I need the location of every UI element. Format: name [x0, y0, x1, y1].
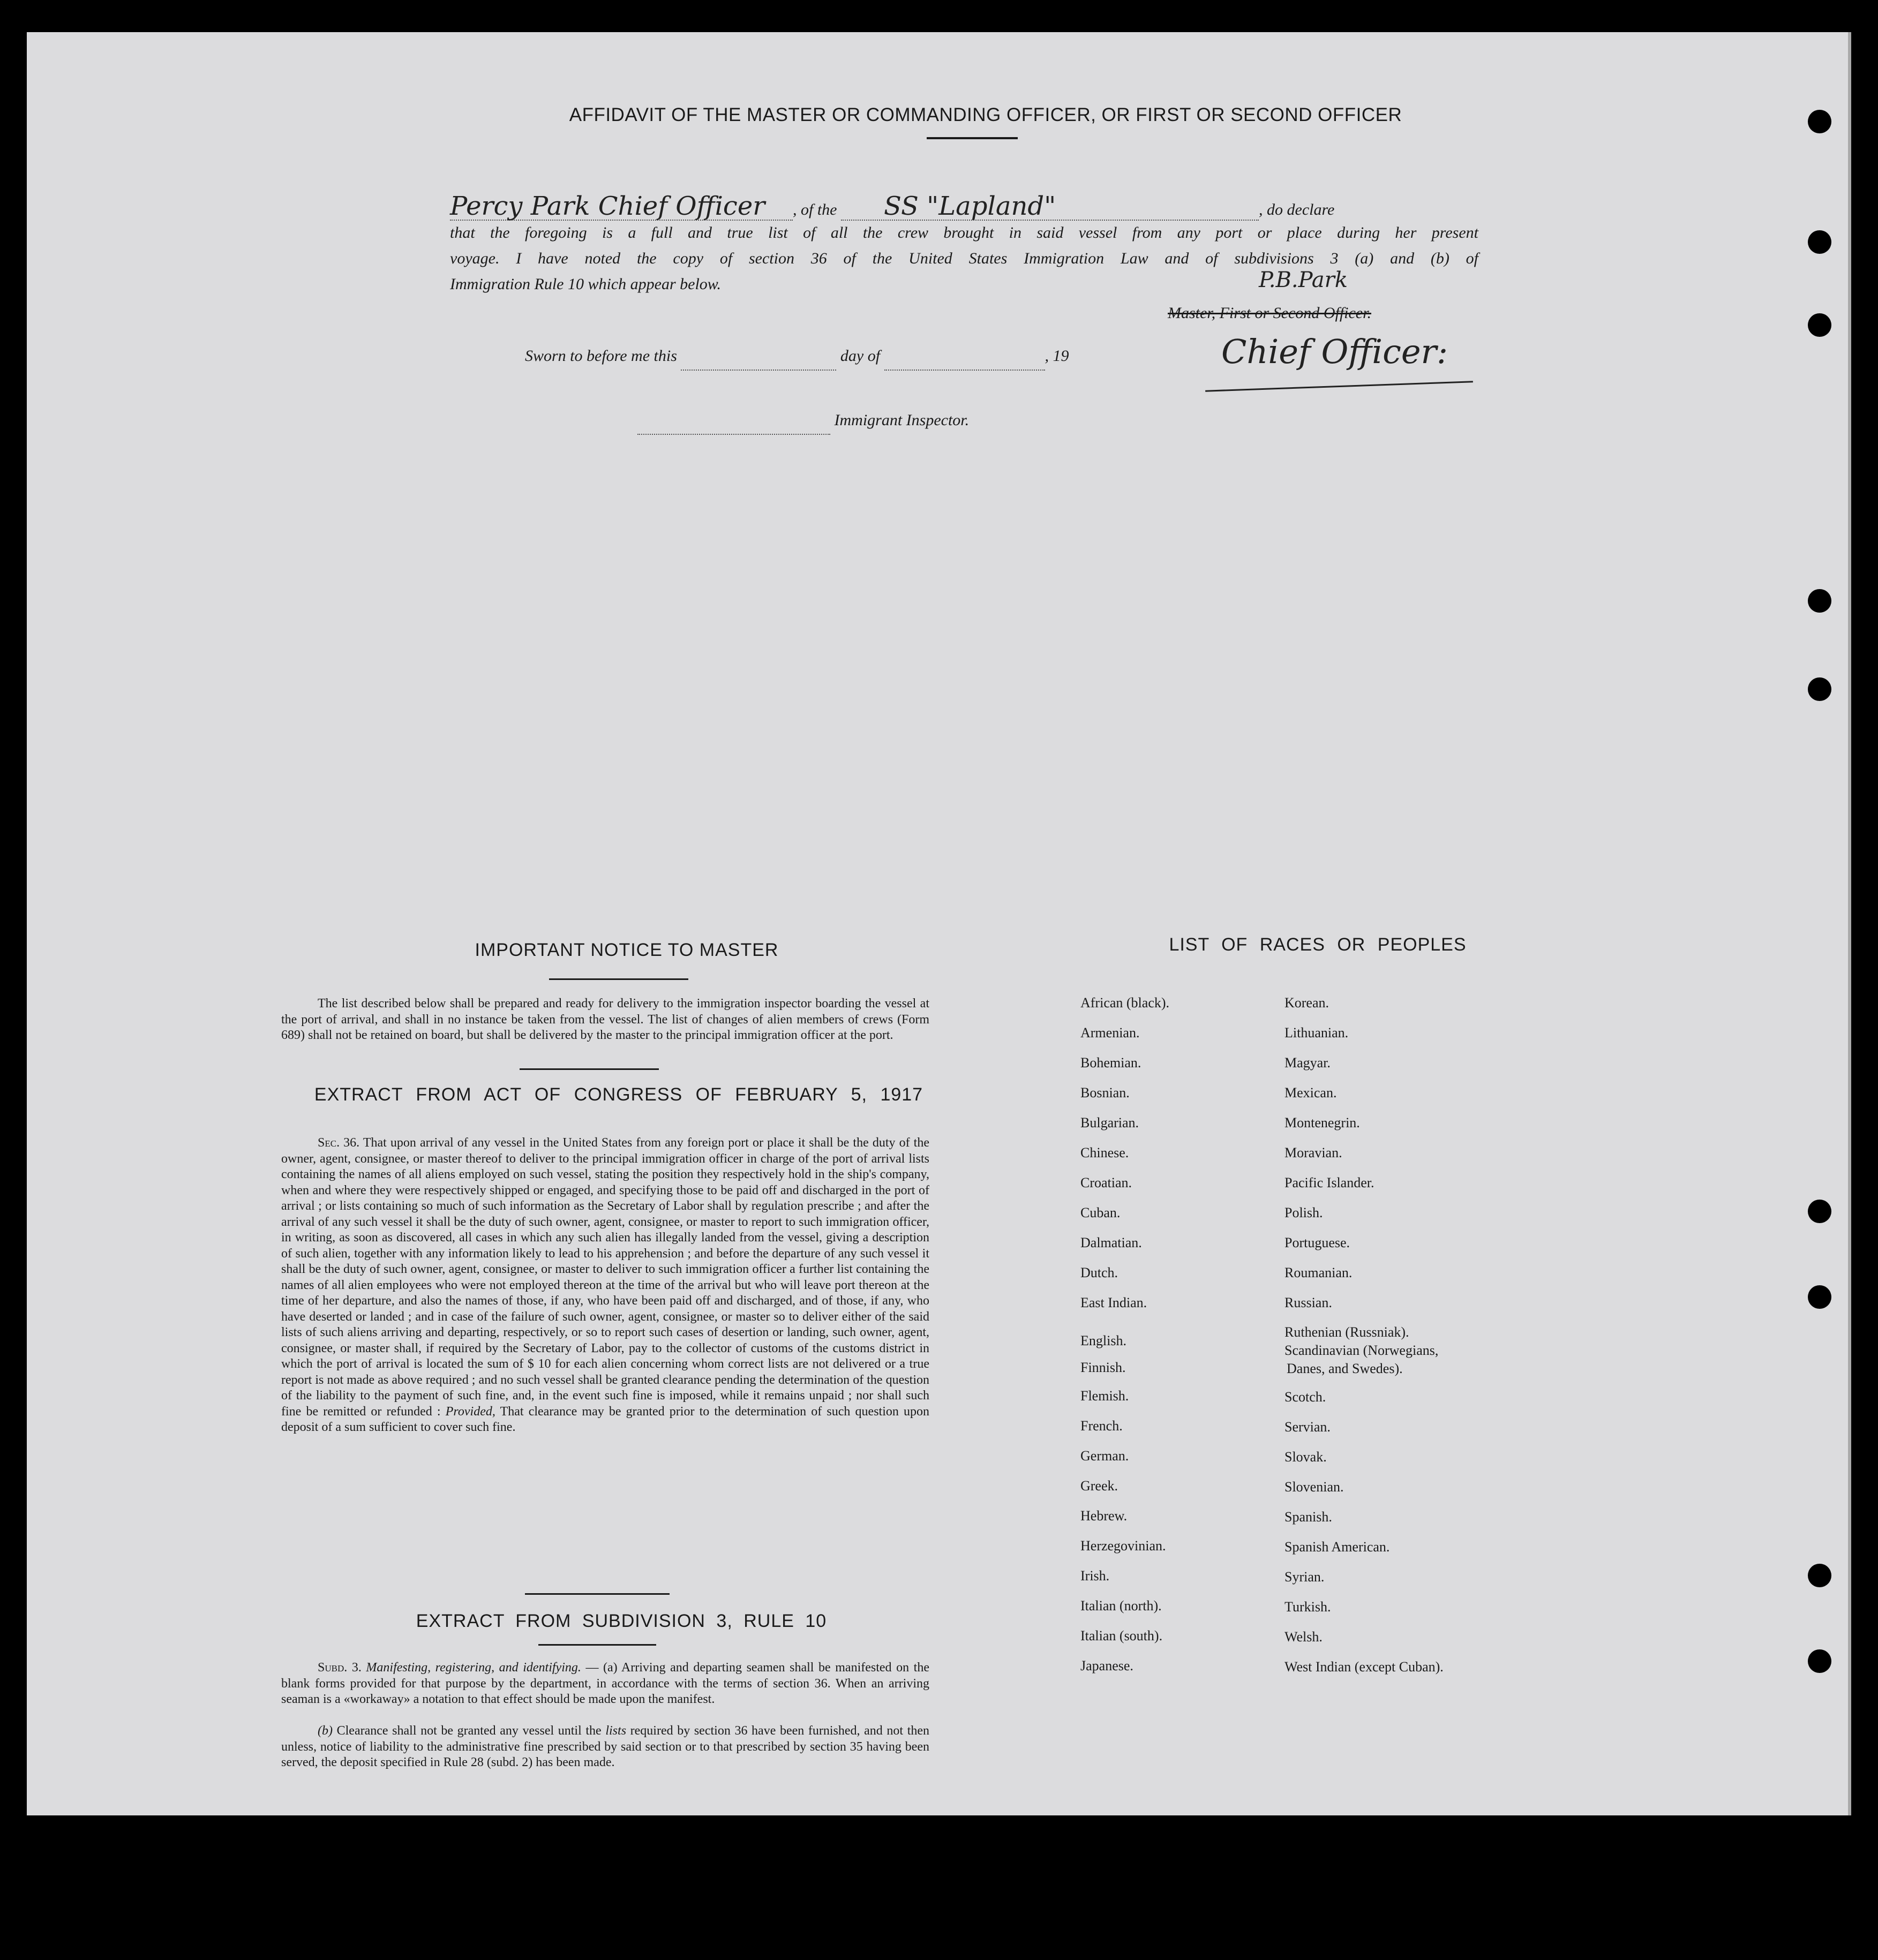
race-item: Dalmatian.	[1080, 1235, 1142, 1250]
extract-act-divider	[525, 1593, 670, 1595]
affidavit-body-line-3: Immigration Rule 10 which appear below.	[450, 275, 722, 293]
race-item: Bulgarian.	[1080, 1115, 1139, 1130]
punch-hole	[1808, 1564, 1831, 1587]
race-item: Chinese.	[1080, 1145, 1129, 1160]
race-item: Slovak.	[1284, 1449, 1327, 1465]
race-item: Portuguese.	[1284, 1235, 1350, 1250]
inspector-signature-field	[637, 407, 830, 435]
extract-rule-text-a	[281, 1660, 929, 1708]
race-item: Bohemian.	[1080, 1055, 1141, 1071]
race-item: Spanish.	[1284, 1509, 1332, 1525]
race-item: East Indian.	[1080, 1295, 1147, 1310]
extract-act-title: EXTRACT FROM ACT OF CONGRESS OF FEBRUARY 5, 1917	[314, 1084, 923, 1105]
affidavit-declaration-line	[450, 193, 1478, 223]
sworn-day-field	[681, 343, 836, 371]
of-the-text: , of the	[793, 201, 837, 218]
officer-name-handwritten: Percy Park Chief Officer	[450, 193, 793, 221]
race-item: Irish.	[1080, 1568, 1110, 1584]
subd-b-lists: lists	[605, 1724, 627, 1738]
race-item: Italian (north).	[1080, 1598, 1162, 1614]
race-item: Polish.	[1284, 1205, 1323, 1220]
race-item: Cuban.	[1080, 1205, 1121, 1220]
day-of-text: day of	[840, 347, 881, 365]
chief-officer-handwritten: Chief Officer:	[1221, 332, 1448, 371]
extract-rule-title: EXTRACT FROM SUBDIVISION 3, RULE 10	[416, 1611, 827, 1631]
race-item: Spanish American.	[1284, 1539, 1390, 1555]
race-item: Finnish.	[1080, 1360, 1126, 1375]
punch-hole	[1808, 313, 1831, 337]
officer-title-struck: Master, First or Second Officer.	[1168, 304, 1371, 322]
sec-36-text-end: That clearance may be granted prior to the determination of such question upon deposit of a sum sufficient to cover such fine.	[281, 1404, 930, 1434]
race-item: Slovenian.	[1284, 1479, 1344, 1495]
races-right-column	[1284, 988, 1584, 1682]
subd-b-label: (b)	[318, 1724, 333, 1738]
sworn-line	[525, 343, 1069, 371]
races-left-column	[1080, 988, 1273, 1681]
race-item: Welsh.	[1284, 1629, 1323, 1645]
race-item: Magyar.	[1284, 1055, 1331, 1071]
subd-italic-title: Manifesting, registering, and identifying.	[366, 1661, 581, 1675]
race-item: English.	[1080, 1333, 1126, 1348]
notice-text: The list described below shall be prepared and ready for delivery to the immigration inspector boarding the vessel at the port of arrival, and shall in no instance be taken from the vessel. The list of changes of alien members of crews (Form 689) shall not be retained on board, but shall be delivered by the master to the principal immigration officer at the port.	[281, 997, 929, 1042]
vessel-name-handwritten: SS "Lapland"	[841, 193, 1259, 221]
affidavit-body-line-1: that the foregoing is a full and true list of all the crew brought in said vessel from any port or place during her present	[450, 224, 1478, 242]
subd-label: Subd. 3.	[318, 1661, 362, 1675]
signature-handwritten: P.B.Park	[1259, 268, 1348, 292]
race-item: Mexican.	[1284, 1085, 1337, 1100]
subd-text-a: — (a) Arriving and departing seamen shall be manifested on the blank forms provided for that purpose by the department, in accordance with the terms of section 36. When an arriving seaman is a «workaway» a notation to that effect should be made upon the manifest.	[281, 1661, 930, 1706]
race-item: Croatian.	[1080, 1175, 1132, 1190]
race-item: Hebrew.	[1080, 1508, 1128, 1524]
race-item: Armenian.	[1080, 1025, 1140, 1041]
subd-text-b1: Clearance shall not be granted any vessel until the	[336, 1724, 602, 1738]
race-item: German.	[1080, 1448, 1129, 1464]
race-item: Flemish.	[1080, 1388, 1129, 1404]
extract-rule-underline	[538, 1644, 656, 1646]
sec-36-text: That upon arrival of any vessel in the United States from any foreign port or place it shall be the duty of the owner, agent, consignee, or master thereof to deliver to the principal immigration officer in charge of the port of arrival lists containing the names of all aliens employed on such vessel, stating the position they respectively hold in the ship's company, when and where they were respectively shipped or engaged, and specifying those to be paid off and discharged in the port of arrival ; or lists containing so much of such information as the Secretary of Labor shall by regulation prescribe ; and after the arrival of any such vessel it shall be the duty of such owner, agent, consignee, or master to report to such immigration officer, in writing, as soon as discovered, all cases in which any such alien has illegally landed from the vessel, giving a description of such alien, together with any information likely to lead to his apprehension ; and before the departure of any such vessel it shall be the duty of such owner, agent, consignee, or master to deliver to such immigration officer a further list containing the names of all alien employees who were not employed thereon at the time of the arrival but who will leave port thereon at the time of her departure, and also the names of those, if any, who have been paid off and discharged, and of those, if any, who have deserted or landed ; and in case of the failure of such owner, agent, consignee, or master so to deliver either of the said lists of such aliens arriving and departing, respectively, or so to report such cases of desertion or landing, such owner, agent, consignee, or master shall, if required by the Secretary of Labor, pay to the collector of customs of the customs district in which the port of arrival is located the sum of $ 10 for each alien concerning whom correct lists are not delivered or a true report is not made as above required ; and no such vessel shall be granted clearance pending the determination of the question of the liability to the payment of such fine, and, in the event such fine is imposed, while it remains unpaid ; nor shall such fine be remitted or refunded :	[281, 1136, 929, 1419]
punch-hole	[1808, 1200, 1831, 1223]
punch-hole	[1808, 110, 1831, 133]
race-item: Ruthenian (Russniak).	[1284, 1324, 1409, 1340]
inspector-line	[637, 407, 969, 435]
races-title: LIST OF RACES OR PEOPLES	[1169, 934, 1467, 955]
document-page	[27, 32, 1848, 1815]
race-item: Montenegrin.	[1284, 1115, 1360, 1130]
race-item: Syrian.	[1284, 1569, 1325, 1585]
punch-hole	[1808, 677, 1831, 701]
punch-hole	[1808, 230, 1831, 254]
title-underline	[927, 137, 1018, 139]
race-item: African (black).	[1080, 995, 1170, 1011]
punch-hole	[1808, 1649, 1831, 1673]
subd-text-b2: required by section 36 have been furnished, and not then unless, notice of liability to the administrative fine prescribed by said section or to that prescribed by section 35 having been served, the deposit specified in Rule 28 (subd. 2) has been made.	[281, 1724, 930, 1769]
race-item: Japanese.	[1080, 1658, 1133, 1673]
race-item: Korean.	[1284, 995, 1329, 1011]
notice-title: IMPORTANT NOTICE TO MASTER	[475, 940, 779, 960]
affidavit-body-line-2: voyage. I have noted the copy of section 36 of the United States Immigration Law and of subdivisions 3 (a) and (b) of	[450, 250, 1478, 267]
punch-hole	[1808, 1285, 1831, 1309]
race-item: Servian.	[1284, 1419, 1331, 1435]
notice-underline	[549, 978, 688, 980]
extract-act-text	[281, 1135, 929, 1436]
provided-label: Provided,	[445, 1404, 495, 1419]
race-item: Greek.	[1080, 1478, 1118, 1494]
year-prefix-text: , 19	[1045, 347, 1069, 365]
page-edge	[1848, 32, 1851, 1815]
affidavit-title: AFFIDAVIT OF THE MASTER OR COMMANDING OFFICER, OR FIRST OR SECOND OFFICER	[569, 104, 1402, 125]
race-item: Moravian.	[1284, 1145, 1342, 1160]
race-item: Lithuanian.	[1284, 1025, 1349, 1041]
race-item: Pacific Islander.	[1284, 1175, 1374, 1190]
race-item: Danes, and Swedes).	[1287, 1361, 1403, 1376]
race-item: Russian.	[1284, 1295, 1332, 1310]
notice-divider	[520, 1068, 659, 1070]
extract-rule-text-b	[281, 1723, 929, 1771]
race-item: Scotch.	[1284, 1389, 1326, 1405]
sec-label: Sec. 36.	[318, 1136, 360, 1150]
race-item: Bosnian.	[1080, 1085, 1130, 1100]
race-item: West Indian (except Cuban).	[1284, 1659, 1444, 1675]
race-item: French.	[1080, 1418, 1123, 1434]
race-item: Roumanian.	[1284, 1265, 1353, 1280]
race-item: Italian (south).	[1080, 1628, 1163, 1644]
race-item: Dutch.	[1080, 1265, 1118, 1280]
punch-hole	[1808, 589, 1831, 613]
race-item: Herzegovinian.	[1080, 1538, 1166, 1554]
race-item: Scandinavian (Norwegians,	[1284, 1343, 1439, 1358]
inspector-label: Immigrant Inspector.	[834, 411, 970, 429]
sworn-month-field	[884, 343, 1045, 371]
do-declare-text: , do declare	[1259, 201, 1335, 218]
race-item: Turkish.	[1284, 1599, 1331, 1615]
signature-line	[1205, 381, 1473, 391]
sworn-text: Sworn to before me this	[525, 347, 677, 365]
race-spacer	[1080, 1318, 1273, 1328]
